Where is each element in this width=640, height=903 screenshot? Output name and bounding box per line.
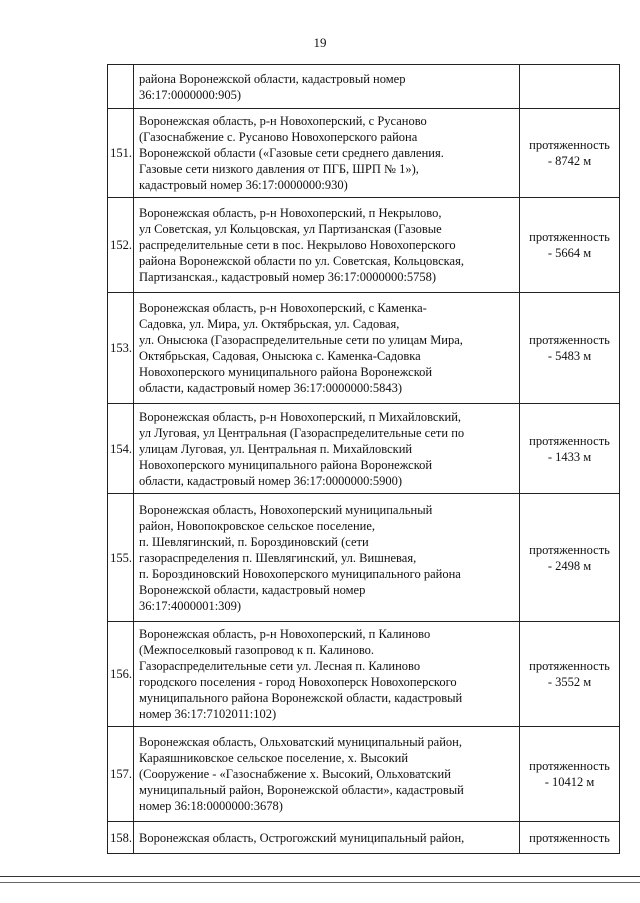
- description-line: Новохоперского муниципального района Воронежской: [139, 457, 433, 472]
- extent-value: - 3552 м: [547, 675, 592, 689]
- table-row: [108, 727, 620, 822]
- object-description: [134, 293, 520, 404]
- extent-cell: [520, 622, 620, 727]
- description-line: Воронежская область, р-н Новохоперский, п Михайловский,: [139, 409, 462, 424]
- description-line: Воронежская область, р-н Новохоперский, п Некрылово,: [139, 206, 442, 220]
- extent-label: протяженность: [529, 230, 610, 244]
- page-number: 19: [313, 35, 327, 50]
- extent-value: - 5483 м: [547, 349, 592, 363]
- extent-cell: [520, 65, 620, 109]
- object-description: [134, 494, 520, 622]
- description-line: Воронежская область, р-н Новохоперский, п Калиново: [139, 627, 431, 641]
- description-line: области, кадастровый номер 36:17:0000000:5843): [139, 381, 403, 395]
- description-line: муниципального района Воронежской области, кадастровый: [139, 691, 463, 705]
- row-number: 156.: [108, 622, 134, 727]
- extent-value: - 2498 м: [547, 558, 592, 573]
- table-row: [108, 198, 620, 293]
- description-line: ул. Онысюка (Газораспределительные сети по улицам Мира,: [139, 333, 463, 347]
- description-line: кадастровый номер 36:17:0000000:930): [139, 178, 348, 192]
- row-number: [108, 65, 134, 109]
- extent-value: - 10412 м: [544, 775, 595, 789]
- description-line: Воронежская область, р-н Новохоперский, с Русаново: [139, 114, 427, 128]
- description-line: Новохоперского муниципального района Воронежской: [139, 365, 433, 379]
- extent-label: протяженность: [529, 830, 610, 845]
- description-line: район, Новопокровское сельское поселение,: [139, 518, 376, 533]
- row-number: 154.: [108, 404, 134, 494]
- object-description: [134, 109, 520, 198]
- description-line: 36:17:4000001:309): [139, 598, 242, 613]
- table-row: [108, 65, 620, 109]
- extent-value: - 1433 м: [547, 449, 592, 464]
- table-row: [108, 822, 620, 854]
- extent-label: протяженность: [529, 138, 610, 152]
- description-line: номер 36:18:0000000:3678): [139, 799, 283, 813]
- row-number: 151.: [108, 109, 134, 198]
- extent-cell: [520, 198, 620, 293]
- description-line: Воронежская область, Ольховатский муниципальный район,: [139, 735, 462, 749]
- description-line: Воронежская область, р-н Новохоперский, с Каменка-: [139, 301, 427, 315]
- table-row: [108, 622, 620, 727]
- description-line: номер 36:17:7102011:102): [139, 707, 277, 721]
- extent-cell: [520, 727, 620, 822]
- extent-label: протяженность: [529, 659, 610, 673]
- extent-value: - 5664 м: [547, 246, 592, 260]
- description-line: Газораспределительные сети ул. Лесная п. Калиново: [139, 659, 421, 673]
- description-line: (Сооружение - «Газоснабжение х. Высокий, Ольховатский: [139, 767, 451, 781]
- extent-label: протяженность: [529, 542, 610, 557]
- extent-cell: [520, 494, 620, 622]
- object-description: [134, 65, 520, 109]
- extent-cell: [520, 404, 620, 494]
- row-number: 152.: [108, 198, 134, 293]
- description-line: Воронежская область, Острогожский муниципальный район,: [139, 830, 465, 845]
- description-line: п. Шевлягинский, п. Бороздиновский (сети: [139, 534, 369, 549]
- description-line: Партизанская., кадастровый номер 36:17:0000000:5758): [139, 270, 437, 284]
- description-line: муниципальный район, Воронежской области», кадастровый: [139, 783, 464, 797]
- description-line: (Межпоселковый газопровод к п. Калиново.: [139, 643, 375, 657]
- extent-label: протяженность: [529, 759, 610, 773]
- table-row: [108, 404, 620, 494]
- description-line: газораспределения п. Шевлягинский, ул. Вишневая,: [139, 550, 417, 565]
- description-line: Воронежской области, кадастровый номер: [139, 582, 366, 597]
- object-description: [134, 727, 520, 822]
- description-line: (Газоснабжение с. Русаново Новохоперского района: [139, 130, 418, 144]
- table-row: [108, 109, 620, 198]
- object-description: [134, 622, 520, 727]
- description-line: ул Луговая, ул Центральная (Газораспределительные сети по: [139, 425, 465, 440]
- row-number: 158.: [108, 822, 134, 854]
- description-line: Газовые сети низкого давления от ПГБ, ШРП № 1»),: [139, 162, 419, 176]
- description-line: 36:17:0000000:905): [139, 87, 242, 102]
- description-line: района Воронежской области по ул. Советская, Кольцовская,: [139, 254, 464, 268]
- object-description: [134, 404, 520, 494]
- extent-cell: [520, 293, 620, 404]
- property-registry-table: [107, 64, 620, 854]
- scan-edge-line: [0, 876, 640, 877]
- row-number: 157.: [108, 727, 134, 822]
- table-row: [108, 494, 620, 622]
- description-line: Октябрьская, Садовая, Онысюка с. Каменка-Садовка: [139, 349, 421, 363]
- description-line: области, кадастровый номер 36:17:0000000:5900): [139, 473, 403, 488]
- description-line: Воронежская область, Новохоперский муниципальный: [139, 502, 433, 517]
- description-line: Караяшниковское сельское поселение, х. Высокий: [139, 751, 409, 765]
- extent-value: - 8742 м: [547, 154, 592, 168]
- description-line: распределительные сети в пос. Некрылово Новохоперского: [139, 238, 456, 252]
- scan-edge-line-secondary: [0, 882, 640, 883]
- table-row: [108, 293, 620, 404]
- object-description: [134, 822, 520, 854]
- description-line: Воронежской области («Газовые сети среднего давления.: [139, 146, 444, 160]
- row-number: 153.: [108, 293, 134, 404]
- description-line: района Воронежской области, кадастровый номер: [139, 71, 406, 86]
- description-line: п. Бороздиновский Новохоперского муниципального района: [139, 566, 461, 581]
- extent-label: протяженность: [529, 333, 610, 347]
- object-description: [134, 198, 520, 293]
- description-line: Садовка, ул. Мира, ул. Октябрьская, ул. Садовая,: [139, 317, 400, 331]
- description-line: ул Советская, ул Кольцовская, ул Партизанская (Газовые: [139, 222, 442, 236]
- extent-cell: [520, 109, 620, 198]
- extent-cell: [520, 822, 620, 854]
- description-line: городского поселения - город Новохоперск Новохоперского: [139, 675, 457, 689]
- extent-label: протяженность: [529, 433, 610, 448]
- row-number: 155.: [108, 494, 134, 622]
- description-line: улицам Луговая, ул. Центральная п. Михайловский: [139, 441, 413, 456]
